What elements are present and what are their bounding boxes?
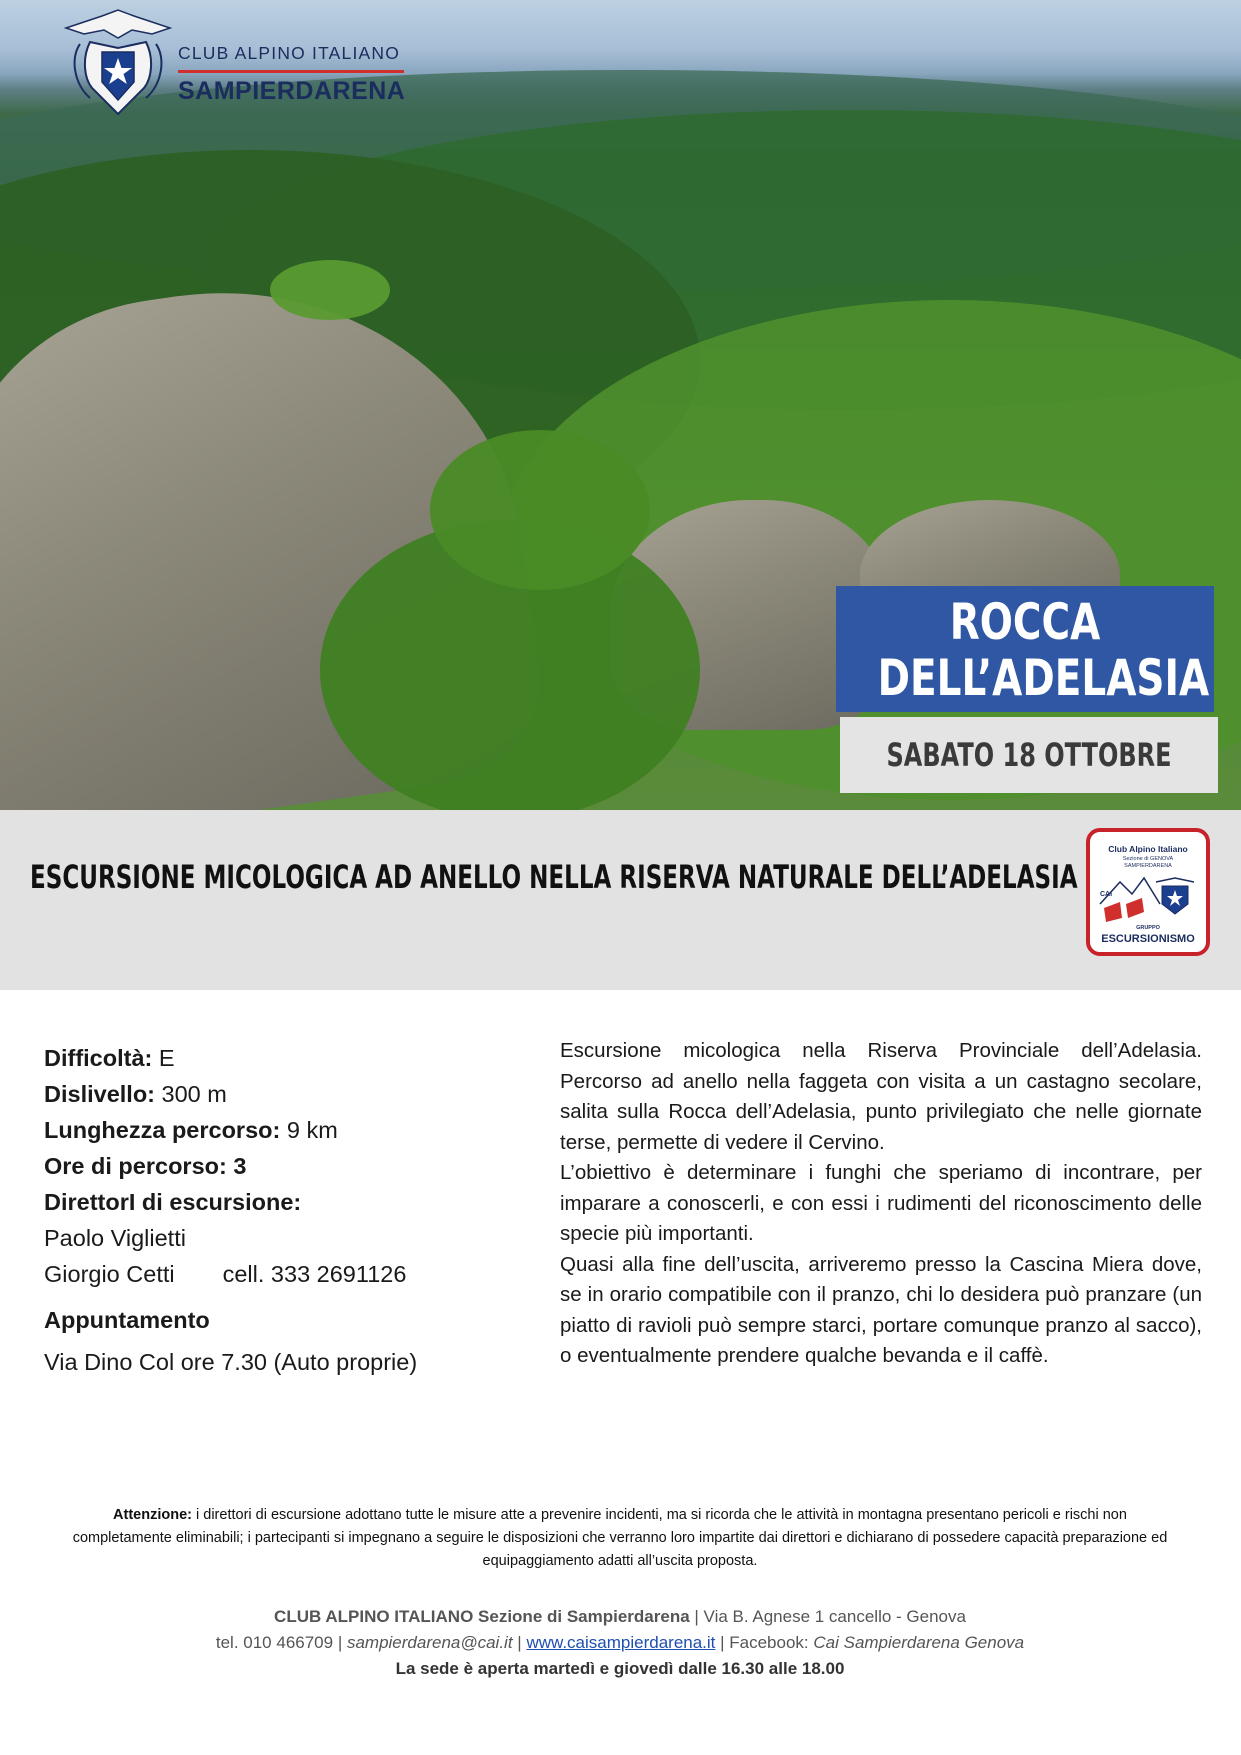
subtitle-band [0, 810, 1241, 990]
footer-email[interactable]: sampierdarena@cai.it [346, 1633, 513, 1652]
event-subtitle: ESCURSIONE MICOLOGICA AD ANELLO NELLA RISERVA NATURALE DELL’ADELASIA [30, 858, 1078, 896]
meeting-label: Appuntamento [44, 1307, 210, 1333]
description-paragraph-1: Escursione micologica nella Riserva Provinciale dell’Adelasia. Percorso ad anello nella faggeta con visita a un castagno secolare, salita sulla Rocca dell’Adelasia, punto privilegiato che nelle giornate terse, permette di vedere il Cervino. [560, 1039, 1202, 1154]
difficulty-value: E [158, 1045, 175, 1071]
meeting-text: Via Dino Col ore 7.30 (Auto proprie) [44, 1349, 418, 1375]
footer-line-2: tel. 010 466709 | sampierdarena@cai.it | www.caisampierdarena.it | Facebook: Cai Sampierdarena Genova [215, 1633, 1025, 1652]
notice-label: Attenzione: [113, 1507, 192, 1523]
badge-gruppo: GRUPPO [1136, 925, 1160, 931]
date-box [840, 717, 1218, 793]
section-name: SAMPIERDARENA [178, 77, 406, 105]
director-1: Paolo Viglietti [44, 1225, 186, 1251]
directors-row [44, 1184, 514, 1220]
notice-text: i direttori di escursione adottano tutte le misure atte a prevenire incidenti, ma si ricorda che le attività in montagna presentano pericoli e rischi non completamente eliminabili; i partecipanti si impegnano a seguire le disposizioni che verranno loro impartite dai direttori e dichiarano di possedere capacità preparazione ed equipaggiamento adatti all’uscita proposta. [72, 1507, 1168, 1569]
hero-photo [0, 0, 1241, 810]
title-line-1: ROCCA [949, 593, 1101, 651]
difficulty-row [44, 1040, 514, 1076]
badge-mountain-flags-icon [1098, 874, 1198, 924]
footer-facebook-label: | Facebook: [715, 1633, 814, 1652]
length-row [44, 1112, 514, 1148]
hike-description [560, 1036, 1202, 1372]
cai-eagle-emblem-icon [62, 8, 174, 118]
elevation-value: 300 m [161, 1081, 227, 1107]
footer-line-1 [70, 1604, 1170, 1630]
footer-opening-hours: La sede è aperta martedì e giovedì dalle 16.30 alle 18.00 [395, 1659, 845, 1678]
hours-label: Ore di percorso: 3 [44, 1153, 247, 1179]
contact-footer [70, 1604, 1170, 1682]
event-date: SABATO 18 OTTOBRE [886, 736, 1172, 774]
gruppo-escursionismo-badge [1086, 828, 1210, 956]
footer-facebook: Cai Sampierdarena Genova [813, 1633, 1025, 1652]
hours-row [44, 1148, 514, 1184]
safety-notice [70, 1504, 1170, 1573]
shrub [430, 430, 650, 590]
length-label: Lunghezza percorso: [44, 1117, 281, 1143]
shrub [270, 260, 390, 320]
elevation-label: Dislivello: [44, 1081, 156, 1107]
club-name: CLUB ALPINO ITALIANO [178, 43, 401, 63]
badge-section: Sezione di GENOVA SAMPIERDARENA [1122, 856, 1174, 869]
title-line-2: DELL’ADELASIA [877, 649, 1210, 707]
meeting-row [44, 1302, 514, 1338]
logo-divider [178, 70, 404, 73]
footer-address: | Via B. Agnese 1 cancello - Genova [689, 1607, 966, 1626]
footer-org: CLUB ALPINO ITALIANO Sezione di Sampierdarena [274, 1607, 690, 1626]
difficulty-label: Difficoltà: [44, 1045, 153, 1071]
elevation-row [44, 1076, 514, 1112]
director-2: Giorgio Cetti [44, 1261, 175, 1287]
director-2-phone: cell. 333 2691126 [222, 1261, 407, 1287]
hike-details [44, 1040, 514, 1380]
director-2-row [44, 1256, 514, 1292]
length-value: 9 km [286, 1117, 338, 1143]
description-paragraph-2: L’obiettivo è determinare i funghi che speriamo di incontrare, per imparare a conoscerli, e con essi i rudimenti del riconoscimento delle specie più importanti. [560, 1161, 1202, 1245]
badge-club-name: Club Alpino Italiano [1108, 844, 1188, 854]
cai-logo [62, 8, 406, 118]
badge-escursionismo: ESCURSIONISMO [1101, 933, 1195, 945]
badge-cai-text: CAI [1100, 891, 1113, 898]
description-paragraph-3: Quasi alla fine dell’uscita, arriveremo presso la Cascina Miera dove, se in orario compatibile con il pranzo, chi lo desidera può pranzare (un piatto di ravioli può sempre starci, portare comunque pranzo al sacco), o eventualmente prendere qualche bevanda e il caffè. [560, 1252, 1202, 1367]
title-box [836, 586, 1214, 712]
footer-tel: tel. 010 466709 | [215, 1633, 347, 1652]
directors-label: DirettorI di escursione: [44, 1189, 302, 1215]
footer-website-link[interactable]: www.caisampierdarena.it [526, 1633, 716, 1652]
